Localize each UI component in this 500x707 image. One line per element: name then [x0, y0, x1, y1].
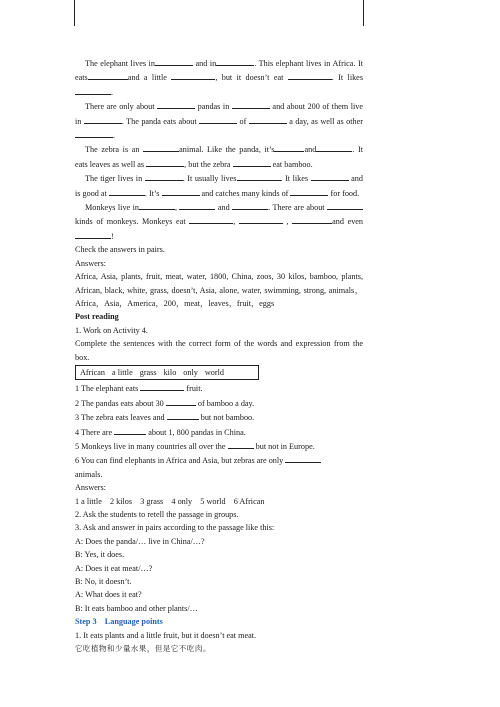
exercise-paragraph-elephant: The elephant lives in and in . This elephant lives in Africa. It eats and a little , but it doesn’t eat . It likes .	[75, 56, 363, 99]
sentence-6: 6 You can find elephants in Africa and Asia, but zebras are only	[75, 453, 363, 467]
exercise-paragraph-zebra: The zebra is an animal. Like the panda, it’s and . It eats leaves as well as , but the zebra eat bamboo.	[75, 142, 363, 171]
sentence-4: 4 There are about 1, 800 pandas in China.	[75, 425, 363, 439]
dialogue-line: A: What does it eat?	[75, 590, 142, 600]
word-box-item: grass	[139, 367, 157, 377]
sentence-5: 5 Monkeys live in many countries all over the but not in Europe.	[75, 439, 363, 453]
dialogue-line: A: Does the panda/… live in China/…?	[75, 536, 205, 546]
word-box-item: a little	[112, 367, 133, 377]
exercise-paragraph-panda: There are only about pandas in and about 200 of them live in . The panda eats about of a day, as well as other .	[75, 99, 363, 142]
dialogue-line: B: Yes, it does.	[75, 550, 125, 560]
word-box-item: world	[204, 367, 224, 377]
word-box	[75, 365, 259, 380]
post-reading-instruction: Complete the sentences with the correct form of the words and expression from the box.	[75, 339, 363, 362]
step-3: 3. Ask and answer in pairs according to the passage like this:	[75, 523, 275, 533]
answers-list: Africa, Asia, plants, fruit, meat, water, 1800, China, zoos, 30 kilos, bamboo, plants, African, black, white, grass, doesn’t, Asia, alone, water, swimming, strong, animals，Africa，Asia，America，200，meat，leaves，fruit，eggs	[75, 272, 363, 308]
language-point-1-translation: 它吃植物和少量水果，但是它不吃肉。	[75, 644, 211, 654]
post-reading-heading: Post reading	[75, 312, 119, 322]
sentence-6-tail: animals.	[75, 469, 103, 479]
step-2: 2. Ask the students to retell the passage in groups.	[75, 510, 239, 519]
word-box-item: only	[183, 367, 198, 377]
exercise-paragraph-tiger: The tiger lives in . It usually lives . It likes and is good at . It’s and catches many kinds of for food.	[75, 171, 363, 200]
sentence-1: 1 The elephant eats fruit.	[75, 381, 363, 395]
table-border-right-top	[363, 0, 364, 26]
sentence-3: 3 The zebra eats leaves and but not bamboo.	[75, 410, 363, 424]
check-instruction: Check the answers in pairs.	[75, 245, 165, 255]
word-box-item: kilo	[163, 367, 177, 377]
word-box-item: African	[80, 367, 106, 377]
dialogue-line: A: Does it eat meat/…?	[75, 563, 153, 573]
step-1: 1. Work on Activity 4.	[75, 325, 148, 335]
exercise-paragraph-monkey: Monkeys live in , and . There are about kinds of monkeys. Monkeys eat , , and even !	[75, 200, 363, 243]
post-answers-list: 1 a little 2 kilos 3 grass 4 only 5 world 6 African	[75, 496, 265, 506]
table-border-left-top	[74, 0, 75, 26]
dialogue-line: B: No, it doesn’t.	[75, 577, 132, 587]
sentence-2: 2 The pandas eats about 30 of bamboo a day.	[75, 396, 363, 410]
language-points-heading: Step 3 Language points	[75, 617, 163, 627]
document-body	[75, 56, 363, 655]
dialogue-line: B: It eats bamboo and other plants/…	[75, 603, 198, 613]
post-answers-label: Answers:	[75, 483, 106, 493]
language-point-1: 1. It eats plants and a little fruit, but it doesn’t eat meat.	[75, 630, 257, 640]
answers-label: Answers:	[75, 258, 106, 268]
